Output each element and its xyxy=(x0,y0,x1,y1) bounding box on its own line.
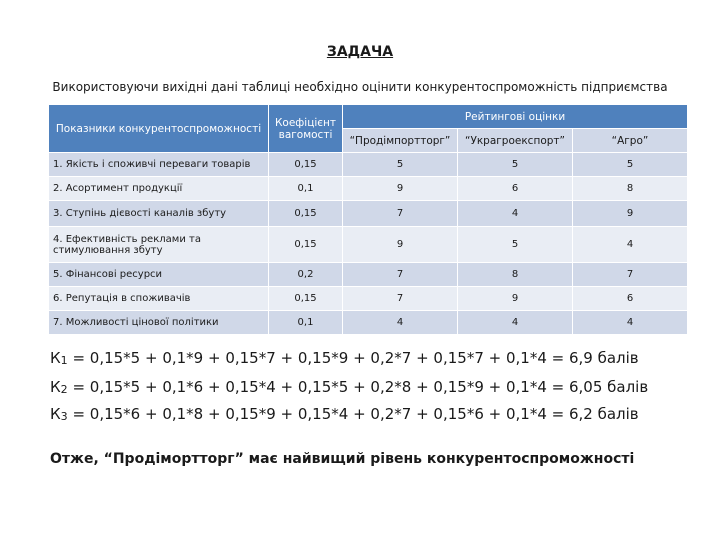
rating-value: 6 xyxy=(458,177,573,201)
page-title: ЗАДАЧА xyxy=(326,44,394,60)
rating-value: 6 xyxy=(573,287,688,311)
coefficient-value: 0,15 xyxy=(269,153,343,177)
header-company-2: “Украгроекспорт” xyxy=(458,129,573,153)
table-row xyxy=(49,263,688,287)
indicator-name: 1. Якість і споживчі переваги товарів xyxy=(49,153,269,177)
header-coefficient: Коефіцієнт вагомості xyxy=(269,105,343,153)
rating-value: 9 xyxy=(458,287,573,311)
rating-value: 8 xyxy=(573,177,688,201)
header-company-3: “Агро” xyxy=(573,129,688,153)
table-row xyxy=(49,311,688,335)
formula-k2: $К_2 = 0,15*5 + 0,1*6 + 0,15*4 + 0,15*5 + 0,2*8 + 0,15*9 + 0,1*4 = 6,05$ балів xyxy=(50,378,649,396)
rating-value: 7 xyxy=(573,263,688,287)
header-indicators: Показники конкурентоспроможності xyxy=(49,105,269,153)
indicator-name: 6. Репутація в споживачів xyxy=(49,287,269,311)
rating-value: 4 xyxy=(343,311,458,335)
conclusion-text: Отже, “Продімортторг” має найвищий рівень конкурентоспроможності xyxy=(50,451,635,467)
ratings-table xyxy=(48,104,688,335)
indicator-name: 4. Ефективність реклами та стимулювання збуту xyxy=(49,227,269,263)
indicator-name: 7. Можливості цінової політики xyxy=(49,311,269,335)
coefficient-value: 0,15 xyxy=(269,201,343,227)
coefficient-value: 0,15 xyxy=(269,287,343,311)
rating-value: 7 xyxy=(343,287,458,311)
rating-value: 4 xyxy=(458,201,573,227)
table-row xyxy=(49,227,688,263)
coefficient-value: 0,1 xyxy=(269,311,343,335)
task-description: Використовуючи вихідні дані таблиці необхідно оцінити конкурентоспроможність підприємства xyxy=(52,80,668,94)
rating-value: 4 xyxy=(458,311,573,335)
rating-value: 9 xyxy=(573,201,688,227)
header-company-1: “Продімпортторг” xyxy=(343,129,458,153)
table-row xyxy=(49,153,688,177)
rating-value: 9 xyxy=(343,177,458,201)
rating-value: 5 xyxy=(573,153,688,177)
rating-value: 9 xyxy=(343,227,458,263)
header-ratings: Рейтингові оцінки xyxy=(343,105,688,129)
coefficient-value: 0,1 xyxy=(269,177,343,201)
indicator-name: 2. Асортимент продукції xyxy=(49,177,269,201)
formula-k3-expression: = 0,15*6 + 0,1*8 + 0,15*9 + 0,15*4 + 0,2*7 + 0,15*6 + 0,1*4 = 6,2 балів xyxy=(72,405,639,423)
formula-k1-expression: = 0,15*5 + 0,1*9 + 0,15*7 + 0,15*9 + 0,2*7 + 0,15*7 + 0,1*4 = 6,9 балів xyxy=(72,349,639,367)
rating-value: 5 xyxy=(458,153,573,177)
rating-value: 5 xyxy=(458,227,573,263)
formula-k3: $К_3 = 0,15*6 + 0,1*8 + 0,15*9 + 0,15*4 + 0,2*7 + 0,15*6 + 0,1*4 = 6,2$ балів xyxy=(50,405,639,423)
rating-value: 4 xyxy=(573,227,688,263)
rating-value: 4 xyxy=(573,311,688,335)
rating-value: 7 xyxy=(343,263,458,287)
table-row xyxy=(49,201,688,227)
indicator-name: 5. Фінансові ресурси xyxy=(49,263,269,287)
rating-value: 5 xyxy=(343,153,458,177)
indicator-name: 3. Ступінь дієвості каналів збуту xyxy=(49,201,269,227)
table-row xyxy=(49,287,688,311)
coefficient-value: 0,2 xyxy=(269,263,343,287)
rating-value: 8 xyxy=(458,263,573,287)
coefficient-value: 0,15 xyxy=(269,227,343,263)
rating-value: 7 xyxy=(343,201,458,227)
formula-k1: $К_1 = 0,15*5 + 0,1*9 + 0,15*7 + 0,15*9 + 0,2*7 + 0,15*7 + 0,1*4 = 6,9$ балів xyxy=(50,349,639,367)
formula-k2-expression: = 0,15*5 + 0,1*6 + 0,15*4 + 0,15*5 + 0,2*8 + 0,15*9 + 0,1*4 = 6,05 балів xyxy=(72,378,649,396)
table-row xyxy=(49,177,688,201)
